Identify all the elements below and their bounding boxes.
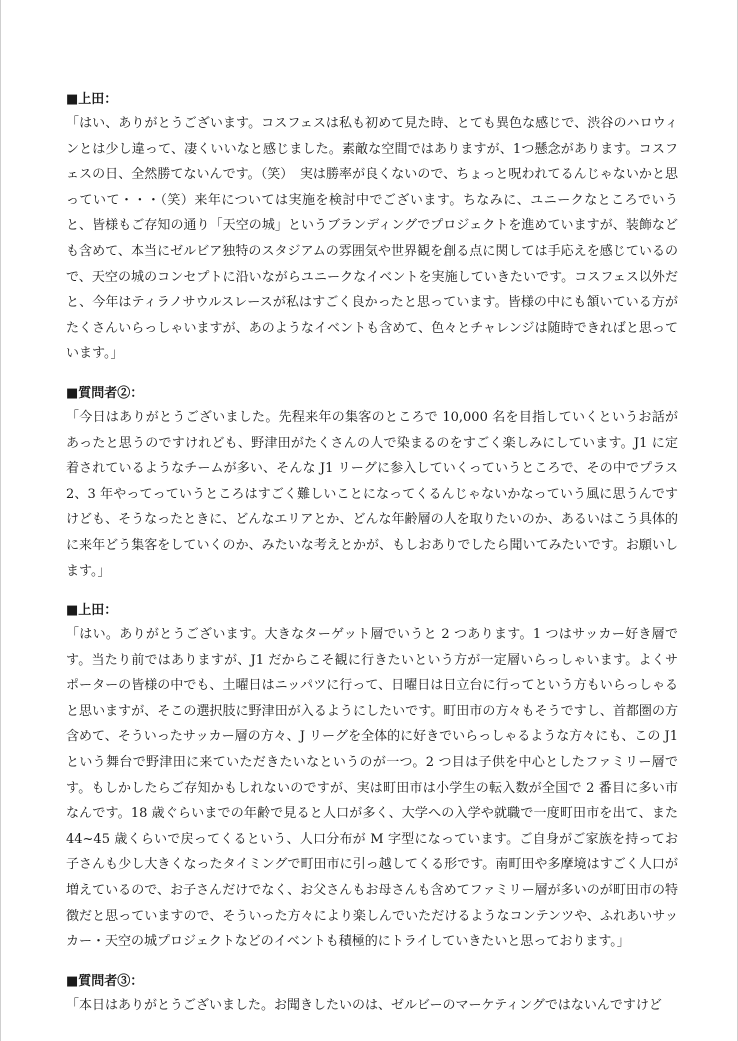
speech-text: 「本日はありがとうございました。お聞きしたいのは、ゼルビーのマーケティングではないんですけど [66,997,662,1013]
speech-text: 「今日はありがとうございました。先程来年の集客のところで 10,000 名を目指していくというお話があったと思うのですけれども、野津田がたくさんの人で染まるのをすごく楽しみにしています。J1 に定着されているようなチームが多い、そんな J1 リーグに参入していくっていうところで、その中でプラス 2、3 年やってっていうところはすごく難しいことになってくるんじゃないかなっていう風に思うんですけども、そうなったときに、どんなエリアとか、どんな年齢層の人を取りたいのか、あるいはこう具体的に来年どう集客をしていくのか、みたいな考えとかが、もしおありでしたら聞いてみたいです。お願いします。」 [66,409,678,579]
transcript-page [66,89,678,1034]
transcript-section [66,383,678,584]
speaker-label: ■質問者②： [66,385,144,401]
transcript-section [66,89,678,367]
transcript-section [66,971,678,1019]
speech-text: 「はい。ありがとうございます。大きなターゲット層でいうと 2 つあります。1 つはサッカー好き層です。当たり前ではありますが、J1 だからこそ観に行きたいという方が一定層いらっしゃいます。よくサポーターの皆様の中でも、土曜日はニッパツに行って、日曜日は日立台に行ってという方もいらっしゃると思いますが、そこの選択肢に野津田が入るようにしたいです。町田市の方々もそうですし、首都圏の方含めて、そういったサッカー層の方々、J リーグを全体的に好きでいらっしゃるような方々にも、この J1 という舞台で野津田に来ていただきたいなというのが一つ。2 つ目は子供を中心としたファミリー層です。もしかしたらご存知かもしれないのですが、実は町田市は小学生の転入数が全国で 2 番目に多い市なんです。18 歳ぐらいまでの年齢で見ると人口が多く、大学への入学や就職で一度町田市を出て、また 44~45 歳くらいで戻ってくるという、人口分布が M 字型になっています。ご自身がご家族を持ってお子さんも少し大きくなったタイミングで町田市に引っ越してくる形です。南町田や多摩境はすごく人口が増えているので、お子さんだけでなく、お父さんもお母さんも含めてファミリー層が多いのが町田市の特徴だと思っていますので、そういった方々により楽しんでいただけるようなコンテンツや、ふれあいサッカー・天空の城プロジェクトなどのイベントも積極的にトライしていきたいと思っております。」 [66,627,678,950]
speaker-label: ■上田： [66,92,118,107]
speech-text: 「はい、ありがとうございます。コスフェスは私も初めて見た時、とても異色な感じで、渋谷のハロウィンとは少し違って、凄くいいなと感じました。素敵な空間ではありますが、1つ懸念があります。コスフェスの日、全然勝てないんです。（笑） 実は勝率が良くないので、ちょっと呪われてるんじゃないかと思っていて・・・（笑）来年については実施を検討中でございます。ちなみに、ユニークなところでいうと、皆様もご存知の通り「天空の城」というブランディングでプロジェクトを進めていますが、装飾なども含めて、本当にゼルビア独特のスタジアムの雰囲気や世界観を創る点に関しては手応えを感じているので、天空の城のコンセプトに沿いながらユニークなイベントを実施していきたいです。コスフェス以外だと、今年はティラノサウルスレースが私はすごく良かったと思っています。皆様の中にも頷いている方がたくさんいらっしゃいますが、あのようなイベントも含めて、色々とチャレンジは随時できればと思っています。」 [66,116,678,362]
speaker-label: ■上田： [66,603,118,619]
page-edge-left [0,0,1,1041]
transcript-section [66,600,678,955]
speaker-label: ■質問者③： [66,973,144,989]
